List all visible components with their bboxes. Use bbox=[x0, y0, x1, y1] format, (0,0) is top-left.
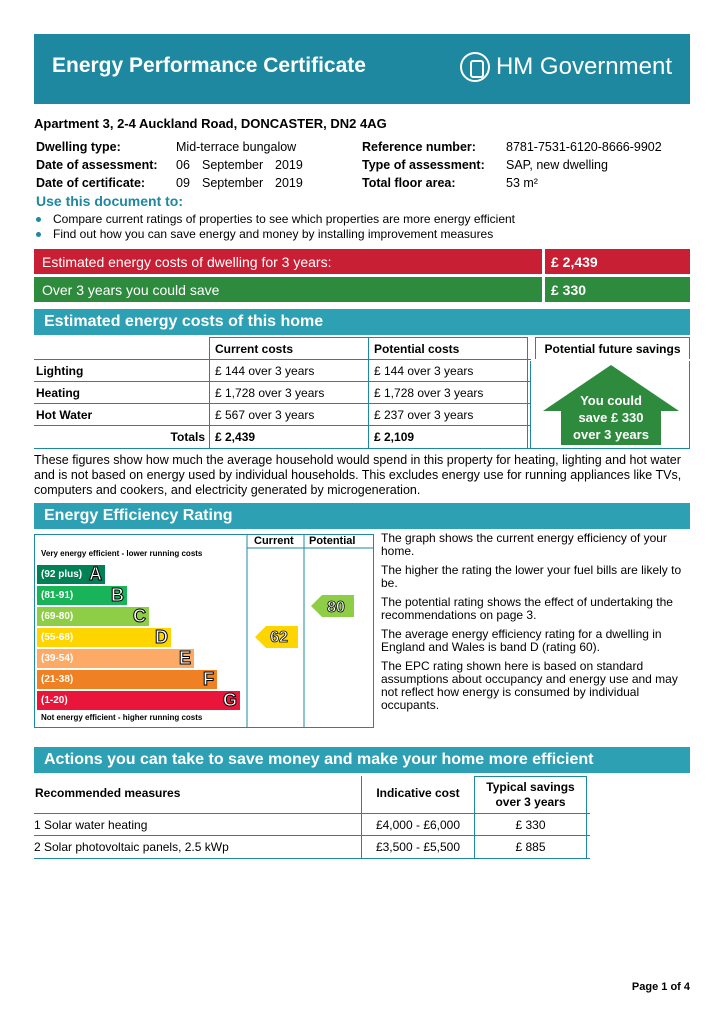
band-range: (92 plus) bbox=[41, 569, 83, 580]
band-letter: B bbox=[111, 585, 124, 605]
savings-box bbox=[530, 361, 690, 449]
totals-current: £ 2,439 bbox=[209, 426, 368, 448]
gov-name: HM Government bbox=[495, 53, 672, 80]
measure-name: 2 Solar photovoltaic panels, 2.5 kWp bbox=[34, 840, 229, 854]
save-summary-label: Over 3 years you could save bbox=[42, 282, 220, 298]
actions-table bbox=[34, 776, 590, 859]
potential-rating-value: 80 bbox=[327, 599, 345, 616]
col-current-label: Current bbox=[254, 535, 294, 547]
col-savings bbox=[474, 776, 587, 813]
col-cost: Indicative cost bbox=[361, 776, 474, 813]
top-label: Very energy efficient - lower running costs bbox=[41, 549, 203, 558]
eer-explanation bbox=[381, 532, 689, 718]
table-row bbox=[34, 814, 590, 836]
info-value: 8781-7531-6120-8666-9902 bbox=[506, 140, 662, 154]
row-potential: £ 237 over 3 years bbox=[368, 404, 528, 425]
table-row bbox=[34, 836, 590, 858]
date-year: 2019 bbox=[275, 158, 303, 172]
table-row bbox=[34, 404, 531, 426]
date-month: September bbox=[202, 176, 264, 190]
cost-summary-value: £ 2,439 bbox=[542, 249, 690, 274]
row-current: £ 144 over 3 years bbox=[209, 360, 368, 381]
rating-markers bbox=[34, 534, 374, 728]
row-current: £ 1,728 over 3 years bbox=[209, 382, 368, 403]
eer-paragraph: The graph shows the current energy efficiency of your home. bbox=[381, 531, 667, 558]
col-savings-line: Typical savings bbox=[486, 780, 575, 794]
save-summary-value: £ 330 bbox=[542, 277, 690, 302]
table-row bbox=[34, 382, 531, 404]
col-potential-label: Potential bbox=[309, 535, 356, 547]
date-year: 2019 bbox=[275, 176, 303, 190]
info-value: SAP, new dwelling bbox=[506, 158, 608, 172]
eer-paragraph: The average energy efficiency rating for a dwelling in England and Wales is band D (rating 60). bbox=[381, 627, 662, 654]
measure-name: 1 Solar water heating bbox=[34, 818, 148, 832]
info-value: Mid-terrace bungalow bbox=[176, 140, 297, 154]
cost-summary-label: Estimated energy costs of dwelling for 3 years: bbox=[42, 254, 332, 270]
property-address: Apartment 3, 2-4 Auckland Road, DONCASTER, DN2 4AG bbox=[34, 116, 387, 131]
totals-label: Totals bbox=[170, 430, 205, 444]
info-right bbox=[362, 138, 662, 192]
eer-section-title: Energy Efficiency Rating bbox=[34, 503, 690, 529]
savings-arrow bbox=[531, 361, 691, 449]
band-range: (39-54) bbox=[41, 653, 74, 664]
row-name: Hot Water bbox=[36, 408, 93, 422]
measure-saving: £ 885 bbox=[474, 836, 587, 858]
col-current: Current costs bbox=[209, 337, 368, 359]
date-month: September bbox=[202, 158, 264, 172]
band-range: (55-68) bbox=[41, 632, 74, 643]
use-doc-title: Use this document to: bbox=[36, 193, 184, 209]
row-name: Heating bbox=[36, 386, 81, 400]
page-title: Energy Performance Certificate bbox=[52, 54, 366, 77]
band-letter: A bbox=[89, 564, 102, 584]
band-letter: G bbox=[222, 690, 237, 710]
date-day: 09 bbox=[176, 176, 190, 190]
info-label: Reference number: bbox=[362, 140, 476, 154]
measure-saving: £ 330 bbox=[474, 814, 587, 835]
row-potential: £ 1,728 over 3 years bbox=[368, 382, 528, 403]
current-rating-marker bbox=[255, 626, 298, 648]
band-range: (21-38) bbox=[41, 674, 74, 685]
row-name: Lighting bbox=[36, 364, 84, 378]
costs-table bbox=[34, 337, 690, 449]
list-item: Find out how you can save energy and money by installing improvement measures bbox=[53, 227, 494, 241]
measure-cost: £4,000 - £6,000 bbox=[361, 814, 474, 835]
eer-paragraph: The EPC rating shown here is based on standard assumptions about occupancy and energy use and may not reflect how energy is consumed by individual occupants. bbox=[381, 659, 678, 712]
col-savings-line: over 3 years bbox=[495, 795, 566, 809]
page-number: Page 1 of 4 bbox=[631, 981, 690, 993]
band-letter: F bbox=[203, 669, 214, 689]
bottom-label: Not energy efficient - higher running costs bbox=[41, 713, 203, 722]
band-range: (81-91) bbox=[41, 590, 74, 601]
date-day: 06 bbox=[176, 158, 190, 172]
band-letter: E bbox=[178, 648, 191, 668]
arrow-line: save £ 330 bbox=[578, 410, 644, 425]
use-doc-list bbox=[36, 212, 515, 242]
info-label: Date of certificate: bbox=[36, 176, 146, 190]
info-value: 53 m² bbox=[506, 176, 538, 190]
info-label: Dwelling type: bbox=[36, 140, 121, 154]
table-header bbox=[34, 776, 590, 813]
table-row bbox=[34, 360, 531, 382]
eer-paragraph: The potential rating shows the effect of undertaking the recommendations on page 3. bbox=[381, 595, 673, 622]
totals-row bbox=[34, 426, 531, 448]
rating-graph bbox=[34, 534, 374, 728]
list-item: Compare current ratings of properties to see which properties are more energy efficient bbox=[53, 212, 516, 226]
gov-logo bbox=[460, 52, 672, 82]
band-range: (1-20) bbox=[41, 695, 68, 706]
cost-summary-bar bbox=[34, 249, 690, 274]
col-measures: Recommended measures bbox=[35, 786, 181, 800]
arrow-line: You could bbox=[580, 393, 642, 408]
eer-paragraph: The higher the rating the lower your fuel bills are likely to be. bbox=[381, 563, 682, 590]
crest-icon bbox=[460, 52, 490, 82]
bullet-icon bbox=[36, 217, 41, 222]
band-range: (69-80) bbox=[41, 611, 74, 622]
header-banner bbox=[34, 34, 690, 104]
save-summary-bar bbox=[34, 277, 690, 302]
costs-note: These figures show how much the average household would spend in this property for heating, lighting and hot water and is not based on energy used by individual households. This excludes energy use for running appliances like TVs, computers and cookers, and electricity generated by microgeneration. bbox=[34, 453, 682, 497]
table-header bbox=[34, 337, 690, 359]
info-label: Total floor area: bbox=[362, 176, 456, 190]
col-savings: Potential future savings bbox=[535, 337, 690, 359]
info-label: Date of assessment: bbox=[36, 158, 158, 172]
totals-potential: £ 2,109 bbox=[368, 426, 528, 448]
actions-section-title: Actions you can take to save money and make your home more efficient bbox=[34, 747, 690, 773]
costs-section-title: Estimated energy costs of this home bbox=[34, 309, 690, 335]
band-letter: D bbox=[155, 627, 168, 647]
band-letter: C bbox=[133, 606, 146, 626]
row-potential: £ 144 over 3 years bbox=[368, 360, 528, 381]
info-left bbox=[36, 138, 303, 192]
row-current: £ 567 over 3 years bbox=[209, 404, 368, 425]
arrow-line: over 3 years bbox=[573, 427, 649, 442]
current-rating-value: 62 bbox=[270, 629, 288, 646]
bullet-icon bbox=[36, 232, 41, 237]
measure-cost: £3,500 - £5,500 bbox=[361, 836, 474, 858]
potential-rating-marker bbox=[311, 595, 354, 617]
info-label: Type of assessment: bbox=[362, 158, 485, 172]
col-potential: Potential costs bbox=[368, 337, 528, 359]
